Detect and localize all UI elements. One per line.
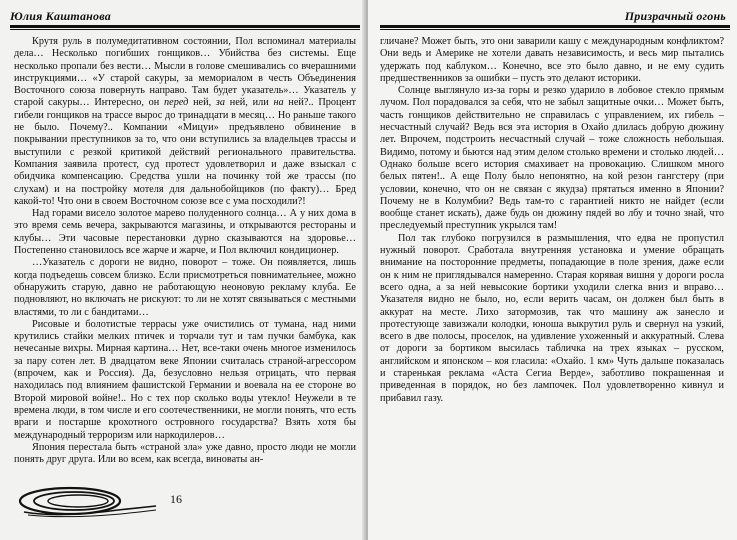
- left-page-header: [10, 8, 360, 28]
- paragraph: [14, 257, 356, 318]
- text-run: …Указатель с дороги не видно, поворот – тоже. Он появляется, лишь когда подъедешь совсем близко. Если присмотреться повнимательнее, можно обнаружить старую, давно не работающую неоновую рекламу клуба. Ее подновляют, но включать не рискуют: то ли не хотят связываться с местными властями, то ли с бандитами…: [14, 257, 356, 318]
- running-title-book: Призрачный огонь: [624, 9, 726, 23]
- text-run: Пол так глубоко погрузился в размышления, что едва не пропустил нужный поворот. Сработала внутренняя установка и умение обращать внимание на посторонние предметы, попадающие в поле зрения, даже если он к ним не приглядывался намеренно. Старая корявая вишня у дороги росла всего одна, а за ней невысокие бортики уходили слегка вниз и вправо… Указателя видно не было, но, если верить часам, он должен был быть в аккурат на месте. Лихо затормозив, так что машину аж занесло и протестующе завизжали колодки, юноша выкрутил руль и свернул на узкий, всего в две полосы, проселок, на удивление ухоженный и аккуратный. Слева от дороги за бортиком высилась табличка на трех языках – русском, английском и японском – коя гласила: «Охайо. 1 км» Чуть дальше показалась и старенькая реклама «Аста Сегиа Верде», заботливо покрашенная и приведенная в порядок, но без лампочек. Пол удовлетворенно кивнул и прибавил газу.: [380, 232, 724, 404]
- text-run: ней?.. Процент гибели гонщиков на трассе вырос до тринадцати в месяц… Но раньше такого не было. Почему?.. Компании «Мицуи» предъявлено обвинение в покрывании преступников за то, что они вступились за владельцев трассы и выступили с резкой критикой действий регионального правительства. Компания заявила протест, суд протест удовлетворил и даже взыскал с обидчика компенсацию. Средства ушли на починку той же трассы (по слухам) и на постройку мотеля для дальнобойщиков (по факту)… Бред какой-то! Что они в своем Восточном союзе все с ума посходили?!: [14, 97, 356, 207]
- paragraph: [14, 36, 356, 208]
- header-rule: [10, 25, 360, 28]
- text-run: Солнце выглянуло из-за горы и резко ударило в лобовое стекло прямым лучом. Пол порадовался за себя, что не забыл защитные очки… Может быть, часть гонщиков действительно не справилась с управлением, их гибель – несчастный случай? Ведь вся эта история в Охайо длилась добрую дюжину лет. Впрочем, подстроить несчастный случай – тоже сложность небольшая. Видимо, потому и бьются над этим делом столько времени и столько людей… Однако больше всего история смахивает на провокацию. Слишком много белых пятен!.. А еще Полу было непонятно, на кой резон гангстеру (при условии, конечно, что он не связан с якудза) прятаться именно в Японии? Почему не в Колумбии? Ведь там-то с гарантией никто не найдет (если вообще станет искать), даже будь он дюжину пядей во лбу и точно знай, что преследуемый преступник укрылся там!: [380, 85, 724, 232]
- emphasis-text: перед: [164, 97, 189, 109]
- running-title-author: Юлия Каштанова: [10, 9, 111, 23]
- text-run: ней, или: [225, 97, 274, 109]
- emphasis-text: за: [215, 97, 226, 109]
- right-page: [368, 0, 737, 540]
- text-run: Крутя руль в полумедитативном состоянии, Пол вспоминал материалы дела… Несколько погибших гонщиков… Убийства без системы. Еще несколько пропали без вести… Мысли в голове смешивались со вчерашними инструкциями… «У старой сакуры, за мемориалом в честь Объединения Восточного союза повернуть направо. Там будет указатель»… Указатель у старой сакуры… Интересно, он: [14, 36, 356, 109]
- left-page-body: [14, 36, 356, 466]
- header-rule: [380, 25, 730, 28]
- paragraph: [14, 208, 356, 257]
- header-rule-thin: [380, 29, 730, 30]
- paragraph: [14, 442, 356, 467]
- header-rule-thin: [10, 29, 360, 30]
- left-page: [0, 0, 366, 540]
- text-run: Рисовые и болотистые террасы уже очистились от тумана, над ними крутились стайки мелких птичек и торчали тут и там пучки бамбука, как нечесаные вихры. Мирная картина… Нет, все-таки очень многое изменилось за пару сотен лет. В двадцатом веке Японии считалась страной-агрессором (впрочем, как и Россия). Да, безусловно нельзя отрицать, что первая находилась под влиянием фашистской Германии и воевала на ее стороне во Второй мировой войне!.. Но с тех пор сколько воды утекло! Неужели в те времена люди, в том числе и его соотечественники, не могли понять, что есть враги и постарше крохотного островного государства? Взять хотя бы международный терроризм или наркодилеров…: [14, 318, 356, 441]
- paragraph: [380, 233, 724, 405]
- emphasis-text: на: [273, 97, 284, 109]
- right-page-header: [380, 8, 730, 28]
- text-run: Над горами висело золотое марево полуденного солнца… А у них дома в это время семь вечера, закрываются магазины, и открываются рестораны и клубы… Эти часовые перестановки дурно сказываются на здоровье… Постепенно становилось все жарче и жарче, и Пол включил кондиционер.: [14, 208, 356, 257]
- paragraph: [380, 36, 724, 85]
- paragraph: [380, 85, 724, 233]
- paragraph: [14, 319, 356, 442]
- text-run: гличане? Может быть, это они заварили кашу с международным конфликтом? Они ведь и Америке не хотели давать независимость, и весь мир пытались удержать под каблуком… Конечно, все это было давно, и не ему судить предшественников за ошибки – пусть это делают историки.: [380, 36, 724, 84]
- page-number: 16: [170, 492, 182, 506]
- text-run: ней,: [188, 97, 216, 109]
- page-ornament-swirl: [18, 484, 158, 518]
- text-run: Япония перестала быть «страной зла» уже давно, просто люди не могли понять друг друга. Или во всем, как всегда, виноваты ан-: [14, 441, 356, 466]
- right-page-body: [380, 36, 724, 405]
